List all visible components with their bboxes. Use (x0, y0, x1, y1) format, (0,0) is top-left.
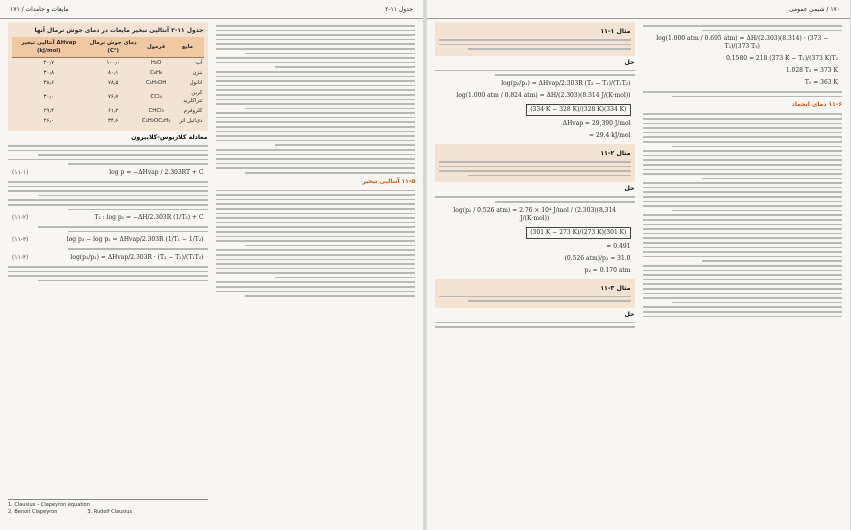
equation-text: 0.1580 = 218 (373 K − T₂)/(373 K)T₂ (726, 55, 838, 63)
section-title: معادله کلازیوس-کلاپیرون (131, 134, 208, 141)
equation-text: (301 K − 273 K)/(273 K)(301 K) (526, 227, 630, 239)
table-cell: بنزن (192, 70, 203, 76)
table-header: فرمول (141, 37, 172, 58)
solution-label: حل (624, 310, 635, 318)
table-cell: ۴۰٫۷ (43, 60, 54, 66)
example-title: مثال ۱-۱۱ (600, 28, 631, 35)
left-page-header (0, 0, 423, 19)
table-header: مایع (171, 37, 203, 58)
result-text: = 29.4 kJ/mol (589, 131, 631, 139)
right-page-header (427, 0, 850, 19)
table-cell: ۳۸٫۶ (43, 80, 54, 86)
table-caption: جدول ۱۱-۲ آنتالپی تبخیر مایعات در دمای جوش نرمال آنها (34, 27, 204, 34)
equation-text: log(1.000 atm / 0.824 atm) = ΔH/(2.303)(8.314 J/(K·mol)) (456, 91, 631, 99)
table-cell: C₂H₅OH (145, 80, 167, 86)
example-box (435, 279, 635, 308)
right-header-right: ۱۷۰ / شیمی عمومی (788, 5, 840, 13)
table-cell: کلروفرم (183, 108, 203, 114)
table-row (12, 68, 204, 78)
equation-number: (۱۱-۴) (12, 253, 29, 261)
example-title: مثال ۲-۱۱ (600, 149, 631, 157)
result (435, 120, 635, 128)
paragraph (216, 190, 416, 297)
table-cell: ۷۸٫۵ (107, 80, 119, 86)
equation (643, 55, 843, 63)
footnote: 1. Clausius – Clapeyron equation (8, 502, 90, 508)
table-row (12, 88, 204, 106)
table-cell: ۳۰٫۸ (43, 70, 54, 76)
equation (8, 169, 208, 177)
equation-number: (۱۱-۳) (12, 236, 29, 244)
equation-text: (334 K − 328 K)/(328 K)(334 K) (526, 104, 630, 116)
table-row (12, 58, 204, 69)
table-cell: CHCl₃ (148, 108, 164, 114)
vaporization-table (12, 37, 204, 126)
equation-text: log(p₂ / 0.526 atm) = 2.76 × 10⁴ J/mol / (2.303)(8.314 J/(K·mol)) (453, 206, 617, 222)
table-cell: کربن تتراکلرید (183, 90, 203, 104)
table-cell: ۱۰۰٫۰ (106, 60, 120, 66)
equation-text: log(p₂/p₁) = ΔHvap/2.303R (T₂ − T₁)/(T₁T₂) (501, 79, 631, 87)
equation-text: (0.526 atm)/p₂ = 31.0 (564, 254, 631, 262)
equation-text: T₂ = 363 K (804, 79, 838, 87)
equation (643, 79, 843, 87)
equation-text: log p = −ΔHvap / 2.303RT + C (109, 168, 204, 176)
table-cell: C₆H₆ (150, 70, 163, 76)
paragraph (216, 25, 416, 174)
table-cell: ۸۰٫۱ (107, 70, 119, 76)
example-box (435, 144, 635, 182)
table-cell: دی‌اتیل اتر (179, 118, 203, 124)
section-heading: ۱۱-۶ دمای انجماد (791, 101, 842, 109)
table-cell: H₂O (150, 60, 162, 66)
equation-number: (۱۱-۱) (12, 168, 29, 176)
equation (435, 92, 635, 100)
left-page (0, 0, 423, 530)
equation-text: log(p₂/p₁) = ΔHvap/2.303R · (T₂ − T₁)/(T₁T₂) (70, 253, 204, 261)
right-page-left-column (643, 22, 843, 524)
table-cell: ۷۶٫۷ (107, 94, 119, 100)
table-cell: اتانول (189, 80, 203, 86)
paragraph (8, 248, 208, 250)
right-page (427, 0, 850, 530)
equation (643, 35, 843, 51)
left-page-right-column (8, 22, 208, 524)
table-cell: ۶۱٫۲ (107, 108, 119, 114)
equation (435, 80, 635, 88)
result (435, 132, 635, 140)
table-cell: ۲۹٫۴ (43, 108, 54, 114)
equation (8, 236, 208, 244)
equation-text: = 0.491 (606, 242, 631, 250)
section-heading: ۱۱-۵ آنتالپی تبخیر (362, 177, 415, 185)
table-cell: ۳۴٫۶ (107, 118, 119, 124)
table-row (12, 106, 204, 116)
equation (435, 243, 635, 251)
result-text: p₂ = 0.170 atm (584, 266, 631, 274)
table-header: دمای جوش نرمال (°C) (86, 37, 141, 58)
paragraph (8, 145, 208, 165)
result (435, 267, 635, 275)
left-page-left-column (216, 22, 416, 524)
equation-text: 1.028 T₂ = 373 K (785, 67, 838, 75)
table-box (8, 22, 208, 131)
table-cell: ۳۰٫۰ (43, 94, 54, 100)
example-box (435, 22, 635, 56)
equation (643, 67, 843, 75)
paragraph (8, 266, 208, 281)
footnote: 2. Benoit Clapeyron (8, 509, 58, 515)
equation-text: T₂ : log p₂ = −ΔH/2.303R (1/T₂) + C (94, 214, 204, 222)
example-title: مثال ۳-۱۱ (600, 284, 631, 292)
footnotes (8, 499, 208, 516)
table-header: ΔHvap آنتالپی تبخیر (kJ/mol) (12, 37, 86, 58)
equation (435, 104, 635, 116)
table-cell: C₂H₅OC₂H₅ (141, 118, 171, 124)
equation-number: (۱۱-۲) (12, 214, 29, 222)
table-row (12, 78, 204, 88)
solution-label: حل (624, 185, 635, 193)
footnote: 3. Rudolf Clausius (87, 509, 133, 515)
table-cell: آب (195, 60, 203, 66)
equation-text: log(1.000 atm / 0.695 atm) = ΔH/(2.303)(8.314) · (373 − T₂)/(373 T₂) (656, 35, 829, 51)
result-text: ΔHvap = 29,390 J/mol (562, 119, 631, 127)
table-row (12, 116, 204, 126)
equation (435, 255, 635, 263)
table-cell: ۲۶٫۰ (43, 118, 54, 124)
paragraph (8, 226, 208, 232)
equation (435, 227, 635, 239)
solution-label: حل (624, 58, 635, 66)
paragraph (643, 113, 843, 317)
equation (8, 214, 208, 222)
right-page-right-column (435, 22, 635, 524)
equation-text: log p₂ − log p₁ = ΔHvap/2.303R (1/T₁ − 1/T₂) (66, 236, 204, 244)
equation (8, 254, 208, 262)
table-cell: CCl₄ (150, 94, 162, 100)
left-header-left: مایعات و جامدات / ۱۷۱ (10, 5, 69, 13)
equation (435, 207, 635, 223)
left-header-right: جدول ۱۱-۲ (385, 5, 413, 13)
paragraph (8, 181, 208, 210)
